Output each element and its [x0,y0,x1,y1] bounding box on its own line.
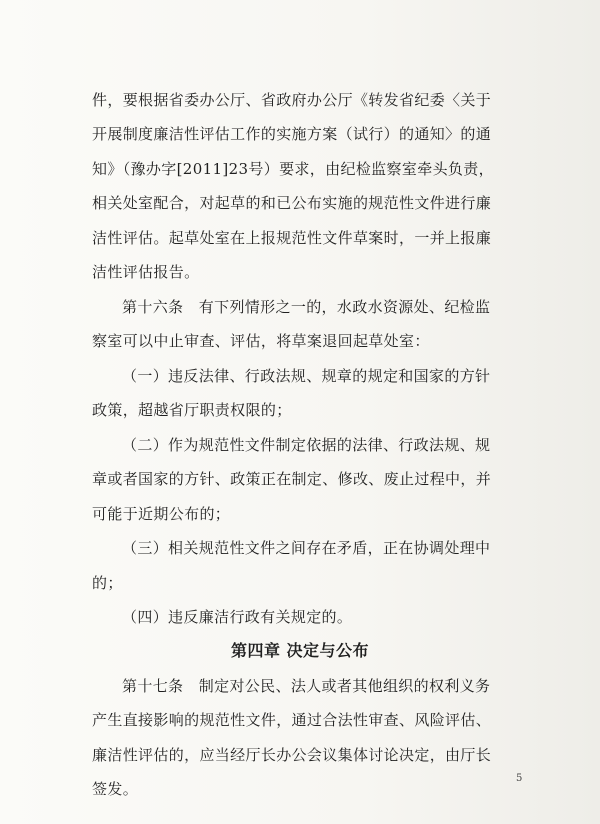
list-item-line: （三）相关规范性文件之间存在矛盾，正在协调处理中 [122,539,491,557]
body-text-line: 件，要根据省委办公厅、省政府办公厅《转发省纪委〈关于 [92,91,492,109]
article-17-title-line: 第十七条 制定对公民、法人或者其他组织的权利义务 [122,677,491,695]
body-text-line: 开展制度廉洁性评估工作的实施方案（试行）的通知〉的通 [92,125,492,143]
body-text-line: 签发。 [92,780,139,798]
body-text-line: 产生直接影响的规范性文件，通过合法性审查、风险评估、 [92,711,492,729]
body-text-line: 洁性评估。起草处室在上报规范性文件草案时，一并上报廉 [92,229,492,247]
list-item-line: （二）作为规范性文件制定依据的法律、行政法规、规 [122,436,491,454]
article-16-title-line: 第十六条 有下列情形之一的，水政水资源处、纪检监 [122,298,491,316]
body-text-line: 相关处室配合，对起草的和已公布实施的规范性文件进行廉 [92,194,492,212]
body-text-line: 廉洁性评估的，应当经厅长办公会议集体讨论决定，由厅长 [92,746,492,764]
body-text-line: 知》（豫办字[2011]23号）要求，由纪检监察室牵头负责， [92,160,494,178]
body-text-line: 章或者国家的方针、政策正在制定、修改、废止过程中，并 [92,470,492,488]
chapter-heading: 第四章 决定与公布 [230,641,370,660]
page-number: 5 [516,773,523,784]
body-text-line: 洁性评估报告。 [92,263,200,281]
list-item-line: （一）违反法律、行政法规、规章的规定和国家的方针 [122,367,491,385]
body-text-line: 可能于近期公布的； [92,505,231,523]
body-text-line: 的； [92,574,123,592]
list-item-line: （四）违反廉洁行政有关规定的。 [122,608,353,626]
body-text-line: 政策，超越省厅职责权限的； [92,401,292,419]
body-text-line: 察室可以中止审查、评估，将草案退回起草处室： [92,332,430,350]
